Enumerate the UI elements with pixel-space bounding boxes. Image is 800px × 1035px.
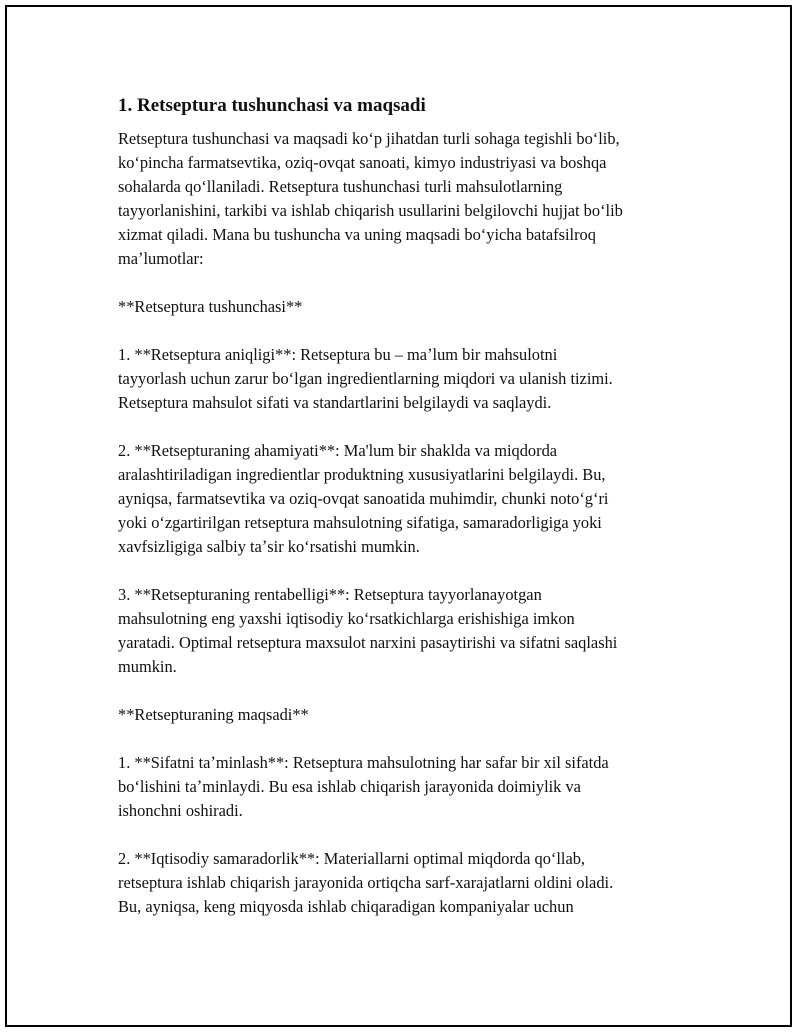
section-title: 1. Retseptura tushunchasi va maqsadi xyxy=(118,95,426,116)
subheading-maqsadi: **Retsepturaning maqsadi** xyxy=(118,705,309,724)
item-aniqligi: 1. **Retseptura aniqligi**: Retseptura bu – maʼlum bir mahsulotni tayyorlash uchun zarur boʻlgan ingredientlarning miqdori va ulanish tizimi. Retseptura mahsulot sifati va standartlarini belgilaydi va saqlaydi. xyxy=(118,345,613,412)
item-iqtisodiy: 2. **Iqtisodiy samaradorlik**: Materiallarni optimal miqdorda qoʻllab, retseptura ishlab chiqarish jarayonida ortiqcha sarf-xarajatlarni oldini oladi. Bu, ayniqsa, keng miqyosda ishlab chiqaradigan kompaniyalar uchun xyxy=(118,849,614,916)
subheading-tushunchasi: **Retseptura tushunchasi** xyxy=(118,297,303,316)
item-sifat: 1. **Sifatni taʼminlash**: Retseptura mahsulotning har safar bir xil sifatda boʻlishini taʼminlaydi. Bu esa ishlab chiqarish jarayonida doimiylik va ishonchni oshiradi. xyxy=(118,753,609,820)
document-body xyxy=(118,94,698,943)
intro-paragraph: Retseptura tushunchasi va maqsadi koʻp jihatdan turli sohaga tegishli boʻlib, koʻpincha farmatsevtika, oziq-ovqat sanoati, kimyo industriyasi va boshqa sohalarda qoʻllaniladi. Retseptura tushunchasi turli mahsulotlarning tayyorlanishini, tarkibi va ishlab chiqarish usullarini belgilovchi hujjat boʻlib xizmat qiladi. Mana bu tushuncha va uning maqsadi boʻyicha batafsilroq maʼlumotlar: xyxy=(118,129,623,268)
item-rentabelligi: 3. **Retsepturaning rentabelligi**: Retseptura tayyorlanayotgan mahsulotning eng yaxshi iqtisodiy koʻrsatkichlarga erishishiga imkon yaratadi. Optimal retseptura maxsulot narxini pasaytirishi va sifatni saqlashi mumkin. xyxy=(118,585,618,676)
item-ahamiyati: 2. **Retsepturaning ahamiyati**: Ma'lum bir shaklda va miqdorda aralashtiriladigan ingredientlar produktning xususiyatlarini belgilaydi. Bu, ayniqsa, farmatsevtika va oziq-ovqat sanoatida muhimdir, chunki notoʻgʻri yoki oʻzgartirilgan retseptura mahsulotning sifatiga, samaradorligiga yoki xavfsizligiga salbiy taʼsir koʻrsatishi mumkin. xyxy=(118,441,609,556)
